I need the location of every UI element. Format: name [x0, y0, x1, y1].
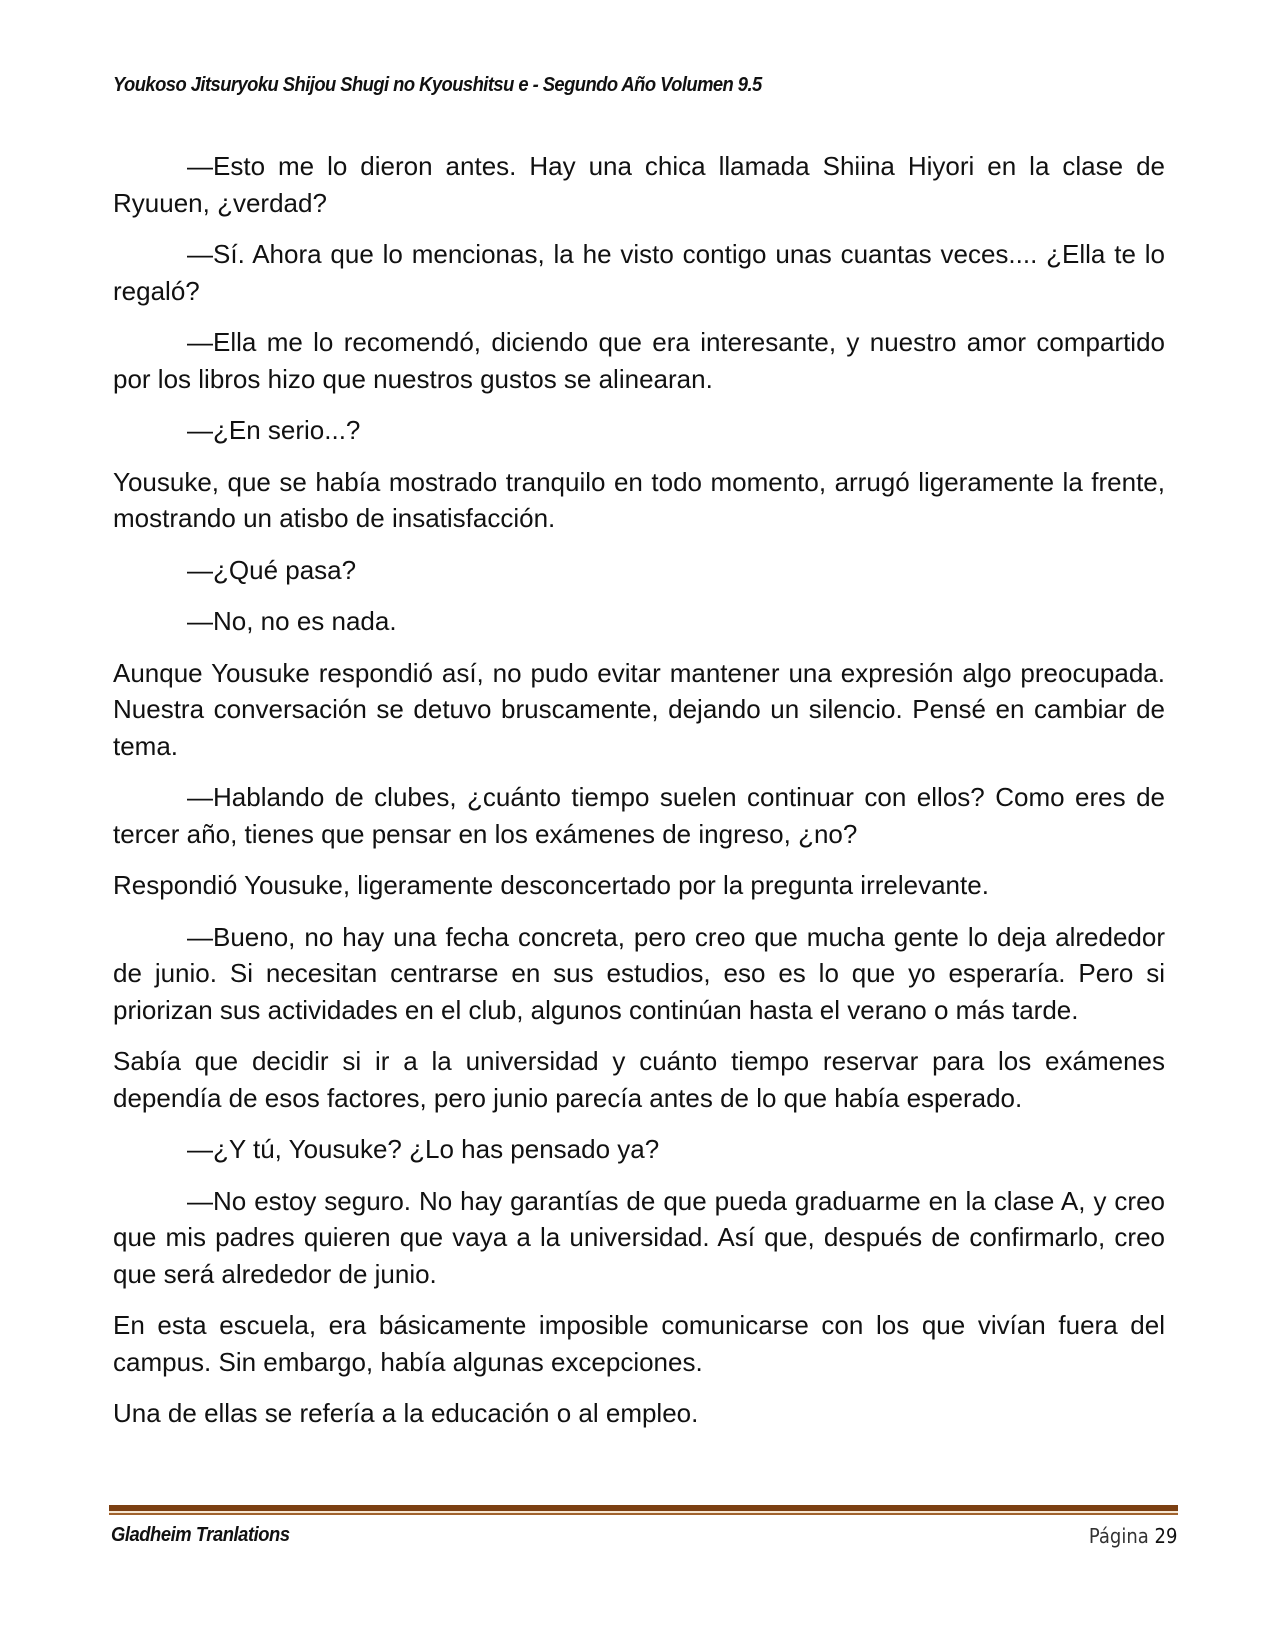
- paragraph: Yousuke, que se había mostrado tranquilo en todo momento, arrugó ligeramente la frente, mostrando un atisbo de insatisfacción.: [113, 466, 1165, 533]
- paragraph: —No estoy seguro. No hay garantías de que pueda graduarme en la clase A, y creo que mis padres quieren que vaya a la universidad. Así que, después de confirmarlo, creo que será alrededor de junio.: [113, 1185, 1165, 1289]
- running-header: Youkoso Jitsuryoku Shijou Shugi no Kyoushitsu e - Segundo Año Volumen 9.5: [113, 74, 762, 96]
- paragraph: —Bueno, no hay una fecha concreta, pero creo que mucha gente lo deja alrededor de junio. Si necesitan centrarse en sus estudios, eso es lo que yo esperaría. Pero si priorizan sus actividades en el club, algunos continúan hasta el verano o más tarde.: [113, 921, 1165, 1025]
- paragraph: —Esto me lo dieron antes. Hay una chica llamada Shiina Hiyori en la clase de Ryuuen, ¿verdad?: [113, 151, 1165, 218]
- paragraph: —¿Y tú, Yousuke? ¿Lo has pensado ya?: [187, 1134, 660, 1164]
- paragraph: Aunque Yousuke respondió así, no pudo evitar mantener una expresión algo preocupada. Nuestra conversación se detuvo bruscamente, dejando un silencio. Pensé en cambiar de tema.: [113, 657, 1165, 761]
- page-number-value: 29: [1154, 1524, 1177, 1548]
- paragraph: Una de ellas se refería a la educación o al empleo.: [113, 1398, 699, 1428]
- paragraph: Sabía que decidir si ir a la universidad y cuánto tiempo reservar para los exámenes dependía de esos factores, pero junio parecía antes de lo que había esperado.: [113, 1046, 1165, 1113]
- page-number: [1088, 1524, 1177, 1548]
- paragraph: —Ella me lo recomendó, diciendo que era interesante, y nuestro amor compartido por los libros hizo que nuestros gustos se alinearan.: [113, 327, 1165, 394]
- paragraph: —¿Qué pasa?: [187, 554, 357, 585]
- paragraph: En esta escuela, era básicamente imposible comunicarse con los que vivían fuera del campus. Sin embargo, había algunas excepciones.: [113, 1310, 1165, 1377]
- paragraph: —Hablando de clubes, ¿cuánto tiempo suelen continuar con ellos? Como eres de tercer año, tienes que pensar en los exámenes de ingreso, ¿no?: [113, 782, 1165, 849]
- footer-translator-credit: Gladheim Tranlations: [111, 1524, 290, 1546]
- paragraph: —No, no es nada.: [187, 606, 397, 636]
- footer-divider: [109, 1505, 1178, 1515]
- paragraph: Respondió Yousuke, ligeramente desconcertado por la pregunta irrelevante.: [113, 870, 989, 900]
- paragraph: —Sí. Ahora que lo mencionas, la he visto contigo unas cuantas veces.... ¿Ella te lo regaló?: [113, 239, 1165, 306]
- page-body: [113, 148, 1165, 1447]
- paragraph: —¿En serio...?: [187, 415, 361, 445]
- page-label: Página: [1088, 1524, 1149, 1548]
